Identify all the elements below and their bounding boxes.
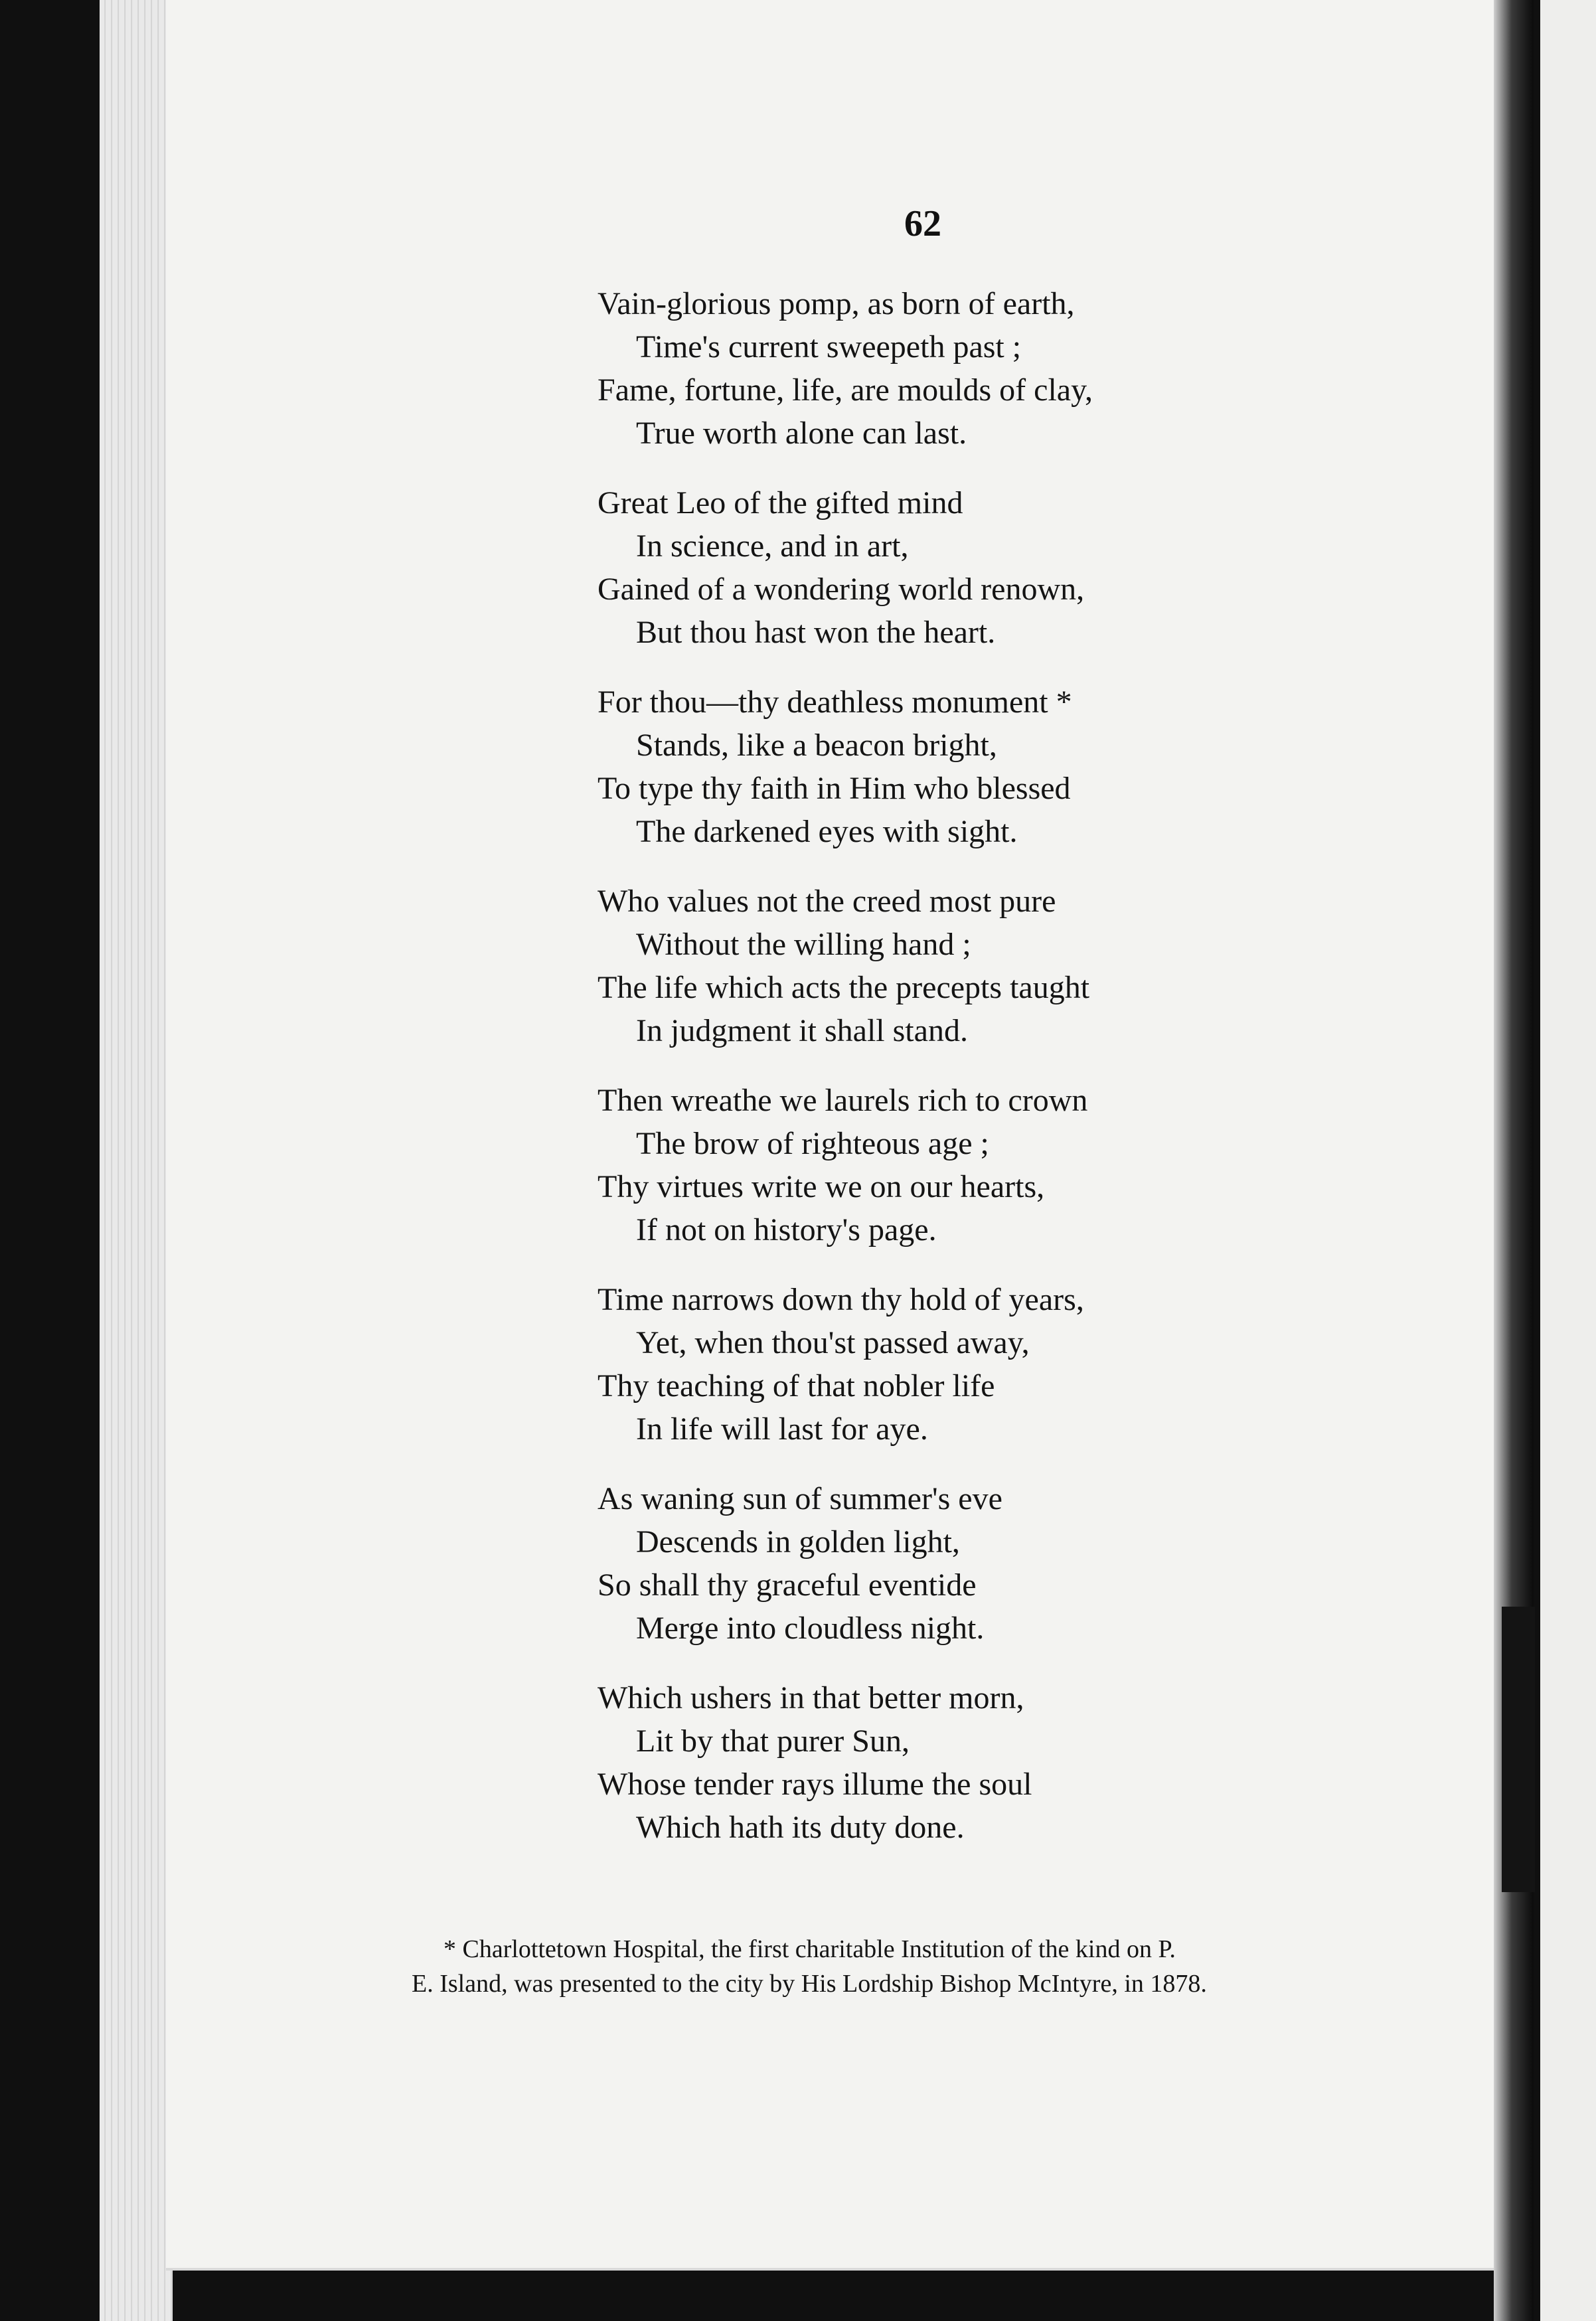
- facing-page-shadow: [1502, 1607, 1535, 1892]
- poem-line: Whose tender rays illume the soul: [598, 1767, 1032, 1802]
- poem-stanza: [598, 1278, 1261, 1451]
- poem-line: Which hath its duty done.: [636, 1810, 965, 1845]
- poem: [598, 282, 1261, 1876]
- poem-line: In life will last for aye.: [636, 1411, 928, 1447]
- poem-stanza: [598, 1079, 1261, 1251]
- poem-line: Stands, like a beacon bright,: [636, 728, 997, 763]
- poem-stanza: [598, 1676, 1261, 1849]
- poem-line: The darkened eyes with sight.: [636, 814, 1018, 849]
- poem-line: For thou—thy deathless monument *: [598, 684, 1072, 720]
- poem-line: But thou hast won the heart.: [636, 615, 996, 650]
- poem-line: Time's current sweepeth past ;: [636, 329, 1022, 364]
- poem-line: The life which acts the precepts taught: [598, 970, 1090, 1005]
- poem-line: The brow of righteous age ;: [636, 1126, 989, 1161]
- poem-stanza: [598, 481, 1261, 654]
- poem-line: If not on history's page.: [636, 1212, 937, 1247]
- footnote-line: * Charlottetown Hospital, the first charitable Institution of the kind on P.: [443, 1935, 1176, 1963]
- footnote-line: E. Island, was presented to the city by His Lordship Bishop McIntyre, in 1878.: [412, 1970, 1207, 1998]
- poem-line: In science, and in art,: [636, 528, 909, 564]
- poem-line: Fame, fortune, life, are moulds of clay,: [598, 372, 1093, 408]
- poem-line: Merge into cloudless night.: [636, 1611, 985, 1646]
- poem-line: Yet, when thou'st passed away,: [636, 1325, 1030, 1360]
- poem-line: Descends in golden light,: [636, 1524, 960, 1560]
- poem-line: So shall thy graceful eventide: [598, 1567, 977, 1603]
- poem-line: To type thy faith in Him who blessed: [598, 771, 1071, 806]
- gutter-shadow: [1494, 0, 1534, 2321]
- poem-line: Without the willing hand ;: [636, 927, 971, 962]
- poem-line: Which ushers in that better morn,: [598, 1680, 1024, 1716]
- poem-line: Time narrows down thy hold of years,: [598, 1282, 1084, 1317]
- poem-line: Thy teaching of that nobler life: [598, 1368, 995, 1403]
- poem-stanza: [598, 680, 1261, 853]
- page-stack-edges: [100, 0, 173, 2321]
- poem-line: Lit by that purer Sun,: [636, 1723, 910, 1759]
- poem-line: Gained of a wondering world renown,: [598, 572, 1085, 607]
- poem-stanza: [598, 880, 1261, 1052]
- facing-page-edge: [1540, 0, 1596, 2321]
- poem-stanza: [598, 282, 1261, 455]
- poem-line: Vain-glorious pomp, as born of earth,: [598, 286, 1075, 321]
- poem-line: Then wreathe we laurels rich to crown: [598, 1083, 1088, 1118]
- poem-line: Thy virtues write we on our hearts,: [598, 1169, 1045, 1204]
- page-number: 62: [904, 203, 941, 244]
- poem-line: True worth alone can last.: [636, 416, 967, 451]
- poem-line: Great Leo of the gifted mind: [598, 485, 963, 520]
- footnote: [412, 1932, 1407, 2001]
- poem-line: Who values not the creed most pure: [598, 884, 1056, 919]
- poem-line: As waning sun of summer's eve: [598, 1481, 1002, 1516]
- poem-stanza: [598, 1477, 1261, 1650]
- poem-line: In judgment it shall stand.: [636, 1013, 968, 1048]
